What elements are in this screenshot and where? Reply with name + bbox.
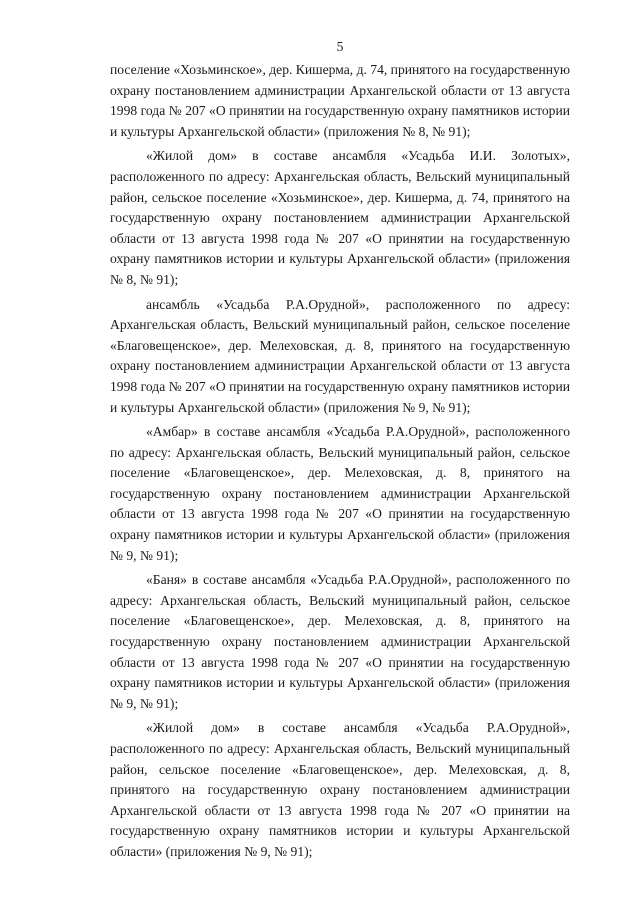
paragraph-2: «Жилой дом» в составе ансамбля «Усадьба И.И. Золотых», расположенного по адресу: Архангельская область, Вельский муниципальный район, сельское поселение «Хозьминское», дер. Кишерма, д. 74, принятого на государственную охрану постановлением администрации Архангельской области от 13 августа 1998 года № 207 «О принятии на государственную охрану памятников истории и культуры Архангельской области» (приложения № 8, № 91);	[110, 148, 570, 287]
paragraph-6: «Жилой дом» в составе ансамбля «Усадьба Р.А.Орудной», расположенного по адресу: Архангельская область, Вельский муниципальный район, сельское поселение «Благовещенское», дер. Мелеховская, д. 8, принятого на государственную охрану постановлением администрации Архангельской области от 13 августа 1998 года № 207 «О принятии на государственную охрану памятников истории и культуры Архангельской области» (приложения № 9, № 91);	[110, 720, 570, 859]
paragraph-3: ансамбль «Усадьба Р.А.Орудной», расположенного по адресу: Архангельская область, Вельский муниципальный район, сельское поселение «Благовещенское», дер. Мелеховская, д. 8, принятого на государственную охрану постановлением администрации Архангельской области от 13 августа 1998 года № 207 «О принятии на государственную охрану памятников истории и культуры Архангельской области» (приложения № 9, № 91);	[110, 296, 570, 415]
paragraph-5: «Баня» в составе ансамбля «Усадьба Р.А.Орудной», расположенного по адресу: Архангельская область, Вельский муниципальный район, сельское поселение «Благовещенское», дер. Мелеховская, д. 8, принятого на государственную охрану постановлением администрации Архангельской области от 13 августа 1998 года № 207 «О принятии на государственную охрану памятников истории и культуры Архангельской области» (приложения № 9, № 91);	[110, 572, 570, 711]
paragraph-4: «Амбар» в составе ансамбля «Усадьба Р.А.Орудной», расположенного по адресу: Архангельская область, Вельский муниципальный район, сельское поселение «Благовещенское», дер. Мелеховская, д. 8, принятого на государственную охрану постановлением администрации Архангельской области от 13 августа 1998 года № 207 «О принятии на государственную охрану памятников истории и культуры Архангельской области» (приложения № 9, № 91);	[110, 424, 570, 563]
page-number: 5	[336, 39, 344, 54]
paragraph-1: поселение «Хозьминское», дер. Кишерма, д. 74, принятого на государственную охрану постановлением администрации Архангельской области от 13 августа 1998 года № 207 «О принятии на государственную охрану памятников истории и культуры Архангельской области» (приложения № 8, № 91);	[110, 62, 571, 139]
